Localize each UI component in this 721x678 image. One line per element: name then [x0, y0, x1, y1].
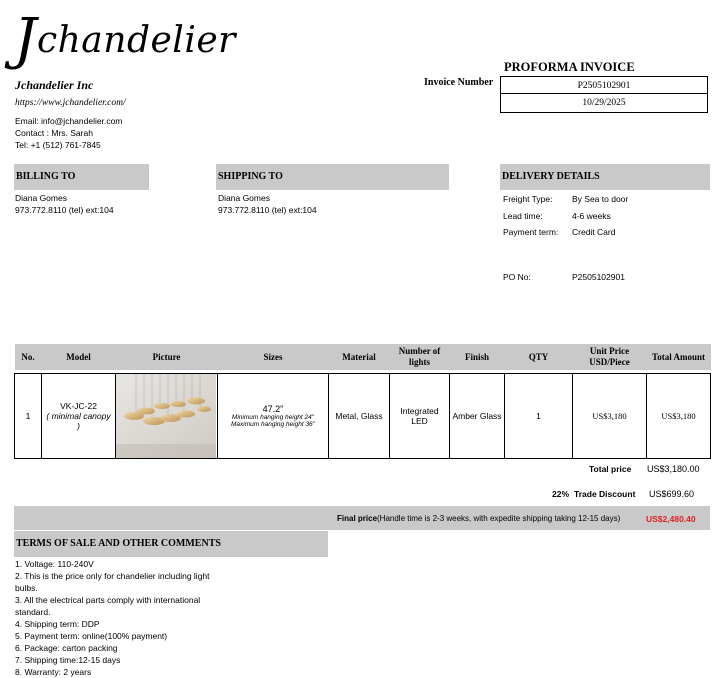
company-logo — [14, 7, 236, 72]
final-price-text — [337, 514, 620, 523]
terms-list — [15, 558, 215, 678]
row-lights: Integrated LED — [390, 374, 450, 459]
row-sizes-cell — [218, 374, 329, 459]
terms-item: 6. Package: carton packing — [15, 643, 118, 653]
terms-item: 2. This is the price only for chandelier including light bulbs. — [15, 571, 210, 593]
shipping-heading: SHIPPING TO — [216, 164, 449, 190]
discount-value: US$699.60 — [649, 489, 695, 499]
invoice-number: P2505102901 — [500, 76, 708, 94]
row-finish: Amber Glass — [450, 374, 505, 459]
total-price-label: Total price — [589, 464, 632, 474]
company-tel: Tel: +1 (512) 761-7845 — [15, 140, 101, 150]
final-price-value: US$2,480.40 — [646, 514, 696, 524]
header-sizes: Sizes — [218, 344, 329, 370]
payment-term-value: Credit Card — [572, 227, 616, 237]
header-unit-price: Unit Price USD/Piece — [573, 344, 647, 370]
billing-name: Diana Gomes — [15, 193, 67, 203]
delivery-heading: DELIVERY DETAILS — [500, 164, 710, 190]
header-total: Total Amount — [647, 344, 711, 370]
invoice-title: PROFORMA INVOICE — [504, 60, 635, 74]
terms-item: 3. All the electrical parts comply with international standard. — [15, 595, 201, 617]
table-row — [15, 374, 711, 459]
row-qty: 1 — [505, 374, 573, 459]
header-finish: Finish — [450, 344, 505, 370]
row-no: 1 — [15, 374, 42, 459]
logo-text: chandelier — [36, 20, 236, 61]
billing-phone: 973.772.8110 (tel) ext:104 — [15, 205, 114, 215]
discount-pct: 22% — [552, 489, 570, 499]
header-picture: Picture — [116, 344, 218, 370]
po-value: P2505102901 — [572, 272, 625, 282]
freight-type-label: Freight Type: — [503, 194, 553, 204]
lead-time-value: 4-6 weeks — [572, 211, 611, 221]
terms-item: 7. Shipping time:12-15 days — [15, 655, 121, 665]
terms-item: 1. Voltage: 110-240V — [15, 559, 94, 569]
header-material: Material — [329, 344, 390, 370]
final-price-label: Final price — [337, 514, 378, 523]
header-model: Model — [42, 344, 116, 370]
payment-term-label: Payment term: — [503, 227, 559, 237]
logo-initial: J — [14, 7, 37, 72]
company-name: Jchandelier Inc — [15, 78, 94, 92]
lead-time-label: Lead time: — [503, 211, 543, 221]
terms-item: 4. Shipping term: DDP — [15, 619, 100, 629]
row-material: Metal, Glass — [329, 374, 390, 459]
shipping-phone: 973.772.8110 (tel) ext:104 — [218, 205, 317, 215]
freight-type-value: By Sea to door — [572, 194, 629, 204]
row-size-min: Minimum hanging height 24" — [231, 414, 315, 421]
row-size-main: 47.2" — [262, 404, 284, 414]
billing-heading: BILLING TO — [14, 164, 149, 190]
chandelier-photo — [116, 374, 216, 458]
row-unit-price: US$3,180 — [573, 374, 647, 459]
invoice-date: 10/29/2025 — [500, 94, 708, 113]
table-header-row — [15, 344, 711, 370]
row-model: VK-JC-22 — [60, 401, 97, 411]
company-url[interactable]: https://www.jchandelier.com/ — [15, 98, 126, 108]
row-model-note: ( minimal canopy ) — [46, 411, 111, 431]
items-table — [14, 344, 711, 459]
header-qty: QTY — [505, 344, 573, 370]
row-model-cell — [42, 374, 116, 459]
terms-heading: TERMS OF SALE AND OTHER COMMENTS — [14, 531, 328, 557]
po-label: PO No: — [503, 272, 531, 282]
row-total: US$3,180 — [647, 374, 711, 459]
header-no: No. — [15, 344, 42, 370]
header-lights: Number of lights — [390, 344, 450, 370]
discount-label: Trade Discount — [574, 489, 636, 499]
company-contact: Contact : Mrs. Sarah — [15, 128, 93, 138]
total-price-value: US$3,180.00 — [647, 464, 700, 474]
invoice-number-label: Invoice Number — [424, 77, 494, 88]
row-picture-cell — [116, 374, 218, 459]
company-email: Email: info@jchandelier.com — [15, 116, 123, 126]
terms-item: 5. Payment term: online(100% payment) — [15, 631, 168, 641]
shipping-name: Diana Gomes — [218, 193, 270, 203]
final-price-note: (Handle time is 2-3 weeks, with expedite shipping taking 12-15 days) — [377, 514, 621, 523]
terms-item: 8. Warranty: 2 years — [15, 667, 92, 677]
row-size-max: Maximum hanging height 36" — [231, 421, 315, 428]
